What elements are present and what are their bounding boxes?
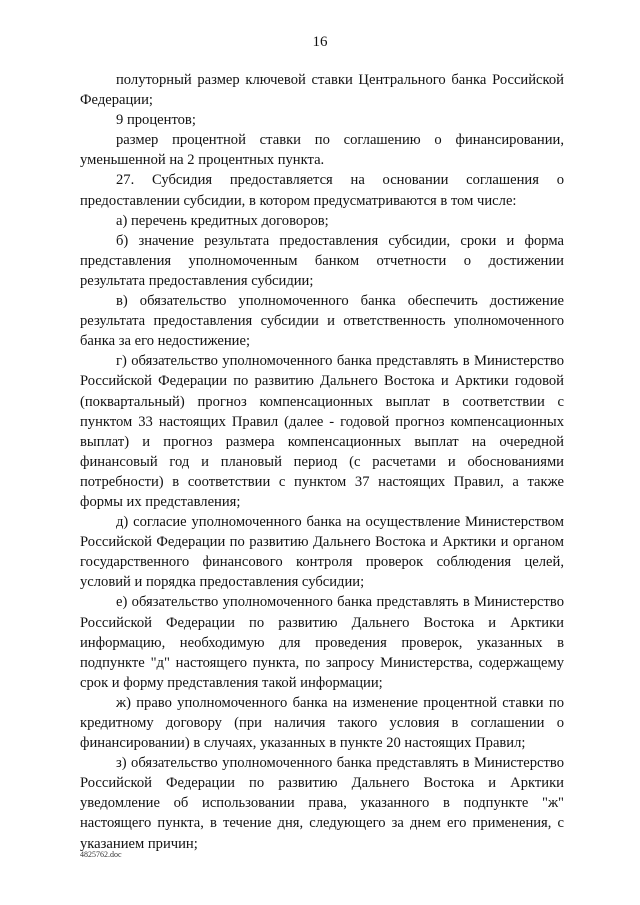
subparagraph-g: г) обязательство уполномоченного банка представлять в Министерство Российской Федерации по развитию Дальнего Востока и Арктики годовой (поквартальный) прогноз компенсационных выплат в соответствии с пунктом 33 настоящих Правил (далее - годовой прогноз компенсационных выплат) и прогноз размера компенсационных выплат на очередной финансовый год и плановый период (с расчетами и обоснованиями потребности) в соответствии с пунктом 37 настоящих Правил, а также формы их представления;: [80, 353, 564, 510]
subparagraph-e: е) обязательство уполномоченного банка представлять в Министерство Российской Федерации по развитию Дальнего Востока и Арктики информацию, необходимую для проведения проверок, указанных в подпункте "д" настоящего пункта, по запросу Министерства, содержащему срок и форму представления такой информации;: [80, 594, 564, 691]
subparagraph-a: а) перечень кредитных договоров;: [116, 212, 329, 229]
document-body: [80, 70, 564, 854]
paragraph-27: 27. Субсидия предоставляется на основании соглашения о предоставлении субсидии, в котором предусматриваются в том числе:: [80, 172, 564, 209]
subparagraph-z: з) обязательство уполномоченного банка представлять в Министерство Российской Федерации по развитию Дальнего Востока и Арктики уведомление об использовании права, указанного в подпункте "ж" настоящего пункта, в течение дня, следующего за днем его применения, с указанием причин;: [80, 755, 564, 852]
subparagraph-v: в) обязательство уполномоченного банка обеспечить достижение результата предоставления субсидии и ответственность уполномоченного банка за его недостижение;: [80, 293, 564, 350]
paragraph-2: 9 процентов;: [116, 112, 196, 129]
document-file-name: 4825762.doc: [80, 850, 122, 859]
subparagraph-d: д) согласие уполномоченного банка на осуществление Министерством Российской Федерации по развитию Дальнего Востока и Арктики и органом государственного финансового контроля проверок соблюдения целей, условий и порядка предоставления субсидии;: [80, 514, 564, 591]
paragraph-3: размер процентной ставки по соглашению о финансировании, уменьшенной на 2 процентных пункта.: [80, 132, 564, 169]
subparagraph-zh: ж) право уполномоченного банка на изменение процентной ставки по кредитному договору (при наличия такого условия в соглашении о финансировании) в случаях, указанных в пункте 20 настоящих Правил;: [80, 694, 564, 752]
paragraph-1: полуторный размер ключевой ставки Центрального банка Российской Федерации;: [80, 72, 564, 109]
page-number: 16: [312, 34, 328, 50]
subparagraph-b: б) значение результата предоставления субсидии, сроки и форма представления уполномоченным банком отчетности о достижении результата предоставления субсидии;: [80, 232, 564, 289]
